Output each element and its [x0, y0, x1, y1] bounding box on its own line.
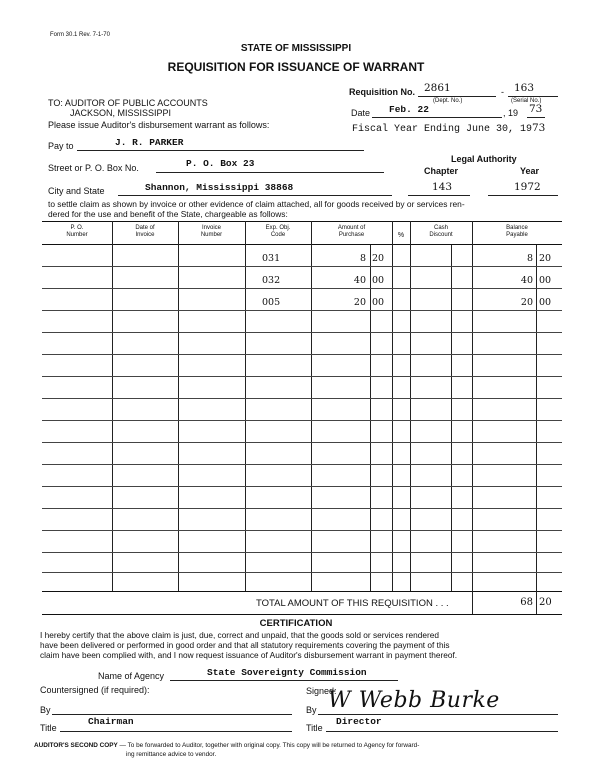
countersigned-label: Countersigned (if required):: [40, 685, 150, 695]
col-rule-amount-cents: [370, 245, 371, 591]
row-rule: [42, 552, 562, 553]
requisition-label: Requisition No.: [349, 87, 415, 97]
total-label: TOTAL AMOUNT OF THIS REQUISITION . . .: [256, 598, 449, 609]
row-rule: [42, 572, 562, 573]
row1-balance-cents: 20: [539, 253, 552, 264]
col-rule-cash: [410, 221, 411, 591]
col-rule-exp: [245, 221, 246, 591]
row3-amount-cents: 00: [372, 297, 385, 308]
year-label: Year: [520, 166, 540, 176]
pay-to-value: J. R. PARKER: [115, 137, 184, 148]
title-value-left: Chairman: [88, 716, 134, 727]
row3-exp-code: 005: [262, 297, 281, 308]
to-line-1: TO: AUDITOR OF PUBLIC ACCOUNTS: [48, 98, 208, 108]
year-line: [488, 195, 558, 196]
state-heading: STATE OF MISSISSIPPI: [240, 43, 352, 54]
col-rule-invoice: [178, 221, 179, 591]
table-bottom-border: [42, 614, 562, 615]
header-balance-payable: Balance Payable: [506, 225, 528, 238]
title-label-left: Title: [40, 723, 57, 733]
legal-authority-title: Legal Authority: [451, 154, 517, 164]
row-rule: [42, 486, 562, 487]
to-line-2: JACKSON, MISSISSIPPI: [70, 108, 172, 118]
instruction-text: Please issue Auditor's disbursement warrant as follows:: [48, 120, 270, 130]
row2-amount-dollars: 40: [353, 275, 366, 286]
row2-exp-code: 032: [262, 275, 281, 286]
settle-text-2: dered for the use and benefit of the State, chargeable as follows:: [48, 209, 288, 219]
total-cents: 20: [539, 597, 552, 608]
dash-separator: -: [501, 87, 504, 97]
row3-amount-dollars: 20: [353, 297, 366, 308]
date-line: [372, 117, 502, 118]
street-label: Street or P. O. Box No.: [48, 163, 139, 173]
agency-label: Name of Agency: [98, 671, 165, 681]
row1-amount-cents: 20: [372, 253, 385, 264]
city-value: Shannon, Mississippi 38868: [145, 182, 294, 193]
title-line-left: [60, 731, 292, 732]
pay-to-label: Pay to: [48, 141, 74, 151]
title-line-right: [326, 731, 558, 732]
row-rule: [42, 288, 562, 289]
certification-line-3: claim have been complied with, and I now request issuance of Auditor's disbursement warrant in payment thereof.: [40, 650, 458, 660]
chapter-line: [408, 195, 470, 196]
signature: W Webb Burke: [328, 688, 500, 713]
row2-balance-dollars: 40: [520, 275, 533, 286]
row-rule: [42, 376, 562, 377]
col-rule-pct: [392, 221, 393, 591]
row-rule: [42, 420, 562, 421]
row2-amount-cents: 00: [372, 275, 385, 286]
settle-text-1: to settle claim as shown by invoice or other evidence of claim attached, all for goods received by or services ren-: [48, 199, 465, 209]
date-year-value: 73: [529, 103, 543, 115]
by-label-left: By: [40, 705, 51, 715]
form-title: REQUISITION FOR ISSUANCE OF WARRANT: [167, 60, 425, 74]
row-rule: [42, 398, 562, 399]
date-label: Date: [351, 108, 371, 118]
dept-no-caption: (Dept. No.): [433, 98, 463, 104]
agency-line: [170, 680, 398, 681]
certification-title: CERTIFICATION: [259, 618, 333, 629]
row1-balance-dollars: 8: [526, 253, 533, 264]
by-line-left: [52, 714, 292, 715]
street-line: [156, 172, 384, 173]
by-line-right: [318, 714, 558, 715]
dept-no-value: 2861: [424, 82, 451, 94]
pay-to-line: [77, 150, 364, 151]
city-label: City and State: [48, 186, 105, 196]
header-cash-discount: Cash Discount: [429, 225, 453, 238]
title-value-right: Director: [336, 716, 382, 727]
serial-no-caption: (Serial No.): [511, 98, 542, 104]
footer-line-1: [34, 742, 419, 749]
chapter-value: 143: [432, 181, 453, 193]
dept-no-line: [418, 96, 496, 97]
row-rule: [42, 464, 562, 465]
header-date-of-invoice: Date of Invoice: [135, 225, 155, 238]
row-rule: [42, 442, 562, 443]
form-id: Form 30.1 Rev. 7-1-70: [50, 32, 110, 38]
header-amount-of-purchase: Amount of Purchase: [337, 225, 366, 238]
chapter-label: Chapter: [424, 166, 459, 176]
signed-label: Signed:: [306, 686, 337, 696]
footer-copy-label: AUDITOR'S SECOND COPY: [34, 742, 118, 749]
fiscal-year-label: Fiscal Year Ending June 30, 19: [352, 124, 533, 135]
row1-amount-dollars: 8: [359, 253, 366, 264]
row3-balance-cents: 00: [539, 297, 552, 308]
row-rule: [42, 310, 562, 311]
city-line: [118, 195, 392, 196]
header-po: P. O. Number: [66, 225, 88, 238]
date-year-prefix: , 19: [503, 108, 519, 118]
row2-balance-cents: 00: [539, 275, 552, 286]
row-rule: [42, 508, 562, 509]
row-rule: [42, 266, 562, 267]
col-rule-balance-cents: [536, 245, 537, 614]
header-percent: %: [397, 232, 405, 239]
col-rule-cash-cents: [451, 245, 452, 591]
header-invoice-number: Invoice Number: [200, 225, 223, 238]
row-rule: [42, 332, 562, 333]
footer-line-2: ing remittance advice to vendor.: [126, 751, 217, 758]
col-rule-date: [112, 221, 113, 591]
footer-text-1: — To be forwarded to Auditor, together with original copy. This copy will be returned to Agency for forward-: [117, 742, 420, 749]
date-value: Feb. 22: [389, 104, 429, 115]
table-header-border: [42, 244, 562, 245]
year-value: 1972: [514, 181, 541, 193]
certification-line-2: have been delivered or performed in good order and that all statutory requirements covering the payment of this: [40, 640, 450, 650]
table-body-bottom: [42, 591, 562, 592]
row-rule: [42, 354, 562, 355]
title-label-right: Title: [306, 723, 323, 733]
agency-value: State Sovereignty Commission: [207, 667, 367, 678]
row3-balance-dollars: 20: [520, 297, 533, 308]
by-label-right: By: [306, 705, 317, 715]
row1-exp-code: 031: [262, 253, 281, 264]
date-year-line: [527, 117, 545, 118]
header-exp-obj-code: Exp. Obj. Code: [265, 225, 291, 238]
serial-no-value: 163: [514, 82, 535, 94]
total-dollars: 68: [520, 597, 533, 608]
street-value: P. O. Box 23: [186, 158, 255, 169]
table-top-border: [42, 221, 562, 222]
certification-line-1: I hereby certify that the above claim is just, due, correct and unpaid, that the goods sold or services rendered: [40, 630, 439, 640]
row-rule: [42, 530, 562, 531]
fiscal-year-value: 73: [532, 122, 546, 134]
serial-no-line: [508, 96, 558, 97]
